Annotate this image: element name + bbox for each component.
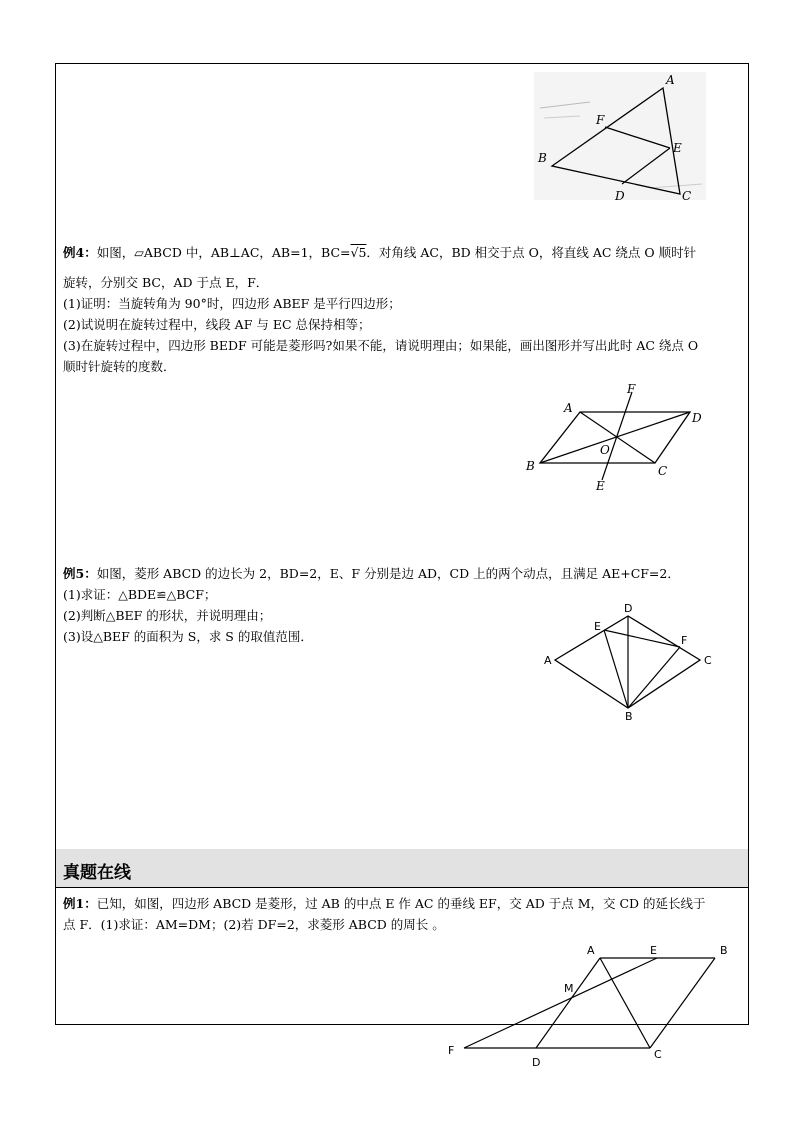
- fig-top-label-b: B: [538, 151, 547, 165]
- ex4-q3b: 顺时针旋转的度数．: [63, 359, 176, 374]
- ex4-q3: (3)在旋转过程中，四边形 BEDF 可能是菱形吗?如果不能，请说明理由；如果能，画出图形并写出此时 AC 绕点 O: [63, 338, 699, 353]
- fig4-label-b: B: [526, 459, 535, 473]
- fig5-label-c: C: [704, 654, 712, 667]
- real-fig-label-e: E: [650, 944, 657, 957]
- fig4-label-e: E: [596, 479, 605, 493]
- section-divider-bottom: [55, 887, 749, 888]
- real-fig-label-b: B: [720, 944, 728, 957]
- fig4-label-d: D: [692, 411, 702, 425]
- real-fig-label-c: C: [654, 1048, 662, 1061]
- fig-top-label-e: E: [673, 141, 682, 155]
- fig5-label-f: F: [681, 634, 688, 647]
- fig5-label-e: E: [594, 620, 601, 633]
- fig4-label-f: F: [627, 382, 636, 396]
- fig5-label-a: A: [544, 654, 552, 667]
- ex5-q3: (3)设△BEF 的面积为 S，求 S 的取值范围．: [63, 629, 313, 644]
- ex5-line1: 例5：如图，菱形 ABCD 的边长为 2，BD=2，E、F 分别是边 AD，CD 上的两个动点，且满足 AE+CF=2．: [63, 566, 680, 581]
- figure-parallelogram-abcd: [520, 380, 720, 495]
- fig4-label-a: A: [564, 401, 573, 415]
- real-fig-label-a: A: [587, 944, 595, 957]
- section-title: 真题在线: [63, 863, 131, 883]
- ex4-q2: (2)试说明在旋转过程中，线段 AF 与 EC 总保持相等；: [63, 317, 371, 332]
- fig5-label-b: B: [625, 710, 633, 723]
- figure-rhombus-extension: [440, 938, 740, 1073]
- section-band: [56, 849, 748, 887]
- ex5-q1: (1)求证：△BDE≌△BCF；: [63, 587, 217, 602]
- real1-line2: 点 F．(1)求证：AM=DM；(2)若 DF=2，求菱形 ABCD 的周长 。: [63, 917, 445, 932]
- figure-triangle-abc: [530, 66, 710, 206]
- ex4-line1: 例4：如图，▱ABCD 中，AB⊥AC，AB=1，BC=√5．对角线 AC，BD 相交于点 O，将直线 AC 绕点 O 顺时针: [63, 245, 697, 260]
- real-fig-label-f: F: [448, 1044, 455, 1057]
- ex4-q1: (1)证明：当旋转角为 90°时，四边形 ABEF 是平行四边形；: [63, 296, 401, 311]
- real-fig-label-m: M: [564, 982, 574, 995]
- fig4-label-o: O: [600, 443, 610, 457]
- fig-top-label-d: D: [615, 189, 625, 203]
- fig4-label-c: C: [658, 464, 668, 478]
- fig5-label-d: D: [624, 602, 633, 615]
- real1-line1: 例1：已知，如图，四边形 ABCD 是菱形，过 AB 的中点 E 作 AC 的垂线 EF，交 AD 于点 M，交 CD 的延长线于: [63, 896, 706, 911]
- sqrt-five: √5: [350, 245, 367, 260]
- figure-rhombus-abcd: [540, 600, 725, 725]
- fig-top-label-c: C: [682, 189, 692, 203]
- real-fig-label-d: D: [532, 1056, 541, 1069]
- ex4-line2: 旋转，分别交 BC，AD 于点 E，F．: [63, 275, 269, 290]
- ex5-q2: (2)判断△BEF 的形状，并说明理由；: [63, 608, 272, 623]
- fig-top-label-a: A: [666, 73, 675, 87]
- fig-top-label-f: F: [596, 113, 605, 127]
